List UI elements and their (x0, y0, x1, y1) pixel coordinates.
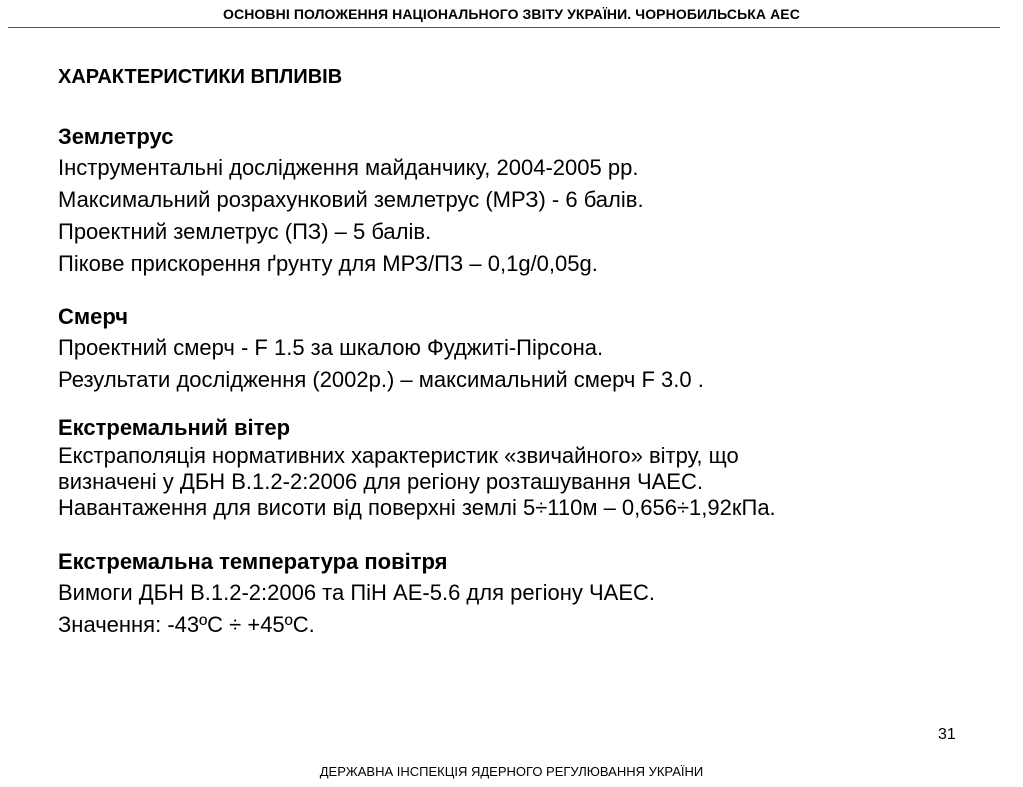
earthquake-line: Інструментальні дослідження майданчику, 2004-2005 рр. (58, 155, 639, 180)
extreme-temperature-line: Значення: -43ºС ÷ +45ºС. (58, 612, 315, 637)
document-header: ОСНОВНІ ПОЛОЖЕННЯ НАЦІОНАЛЬНОГО ЗВІТУ УКРАЇНИ. ЧОРНОБИЛЬСЬКА АЕС (223, 6, 800, 22)
section-heading-extreme-temperature: Екстремальна температура повітря (58, 549, 448, 574)
extreme-wind-line: Навантаження для висоти від поверхні землі 5÷110м – 0,656÷1,92кПа. (58, 495, 776, 520)
section-heading-earthquake: Землетрус (58, 124, 174, 149)
tornado-line: Результати дослідження (2002р.) – максимальний смерч F 3.0 . (58, 367, 704, 392)
page-number: 31 (938, 726, 956, 743)
extreme-temperature-line: Вимоги ДБН В.1.2-2:2006 та ПіН АЕ-5.6 для регіону ЧАЕС. (58, 580, 656, 605)
header-divider (8, 27, 1000, 28)
tornado-line: Проектний смерч - F 1.5 за шкалою Фуджиті-Пірсона. (58, 335, 604, 360)
section-extreme-temperature (58, 547, 998, 641)
earthquake-line: Проектний землетрус (ПЗ) – 5 балів. (58, 219, 432, 244)
page-title: ХАРАКТЕРИСТИКИ ВПЛИВІВ (58, 66, 343, 88)
extreme-wind-paragraph (58, 443, 998, 521)
document-footer: ДЕРЖАВНА ІНСПЕКЦІЯ ЯДЕРНОГО РЕГУЛЮВАННЯ УКРАЇНИ (319, 764, 704, 779)
section-tornado (58, 302, 998, 396)
earthquake-line: Максимальний розрахунковий землетрус (МРЗ) - 6 балів. (58, 187, 644, 212)
section-extreme-wind (58, 413, 998, 521)
extreme-wind-line: Екстраполяція нормативних характеристик «звичайного» вітру, що (58, 443, 739, 468)
earthquake-line: Пікове прискорення ґрунту для МРЗ/ПЗ – 0,1g/0,05g. (58, 251, 598, 276)
section-earthquake (58, 122, 998, 280)
extreme-wind-line: визначені у ДБН В.1.2-2:2006 для регіону розташування ЧАЕС. (58, 469, 703, 494)
section-heading-extreme-wind: Екстремальний вітер (58, 415, 291, 440)
section-heading-tornado: Смерч (58, 304, 129, 329)
